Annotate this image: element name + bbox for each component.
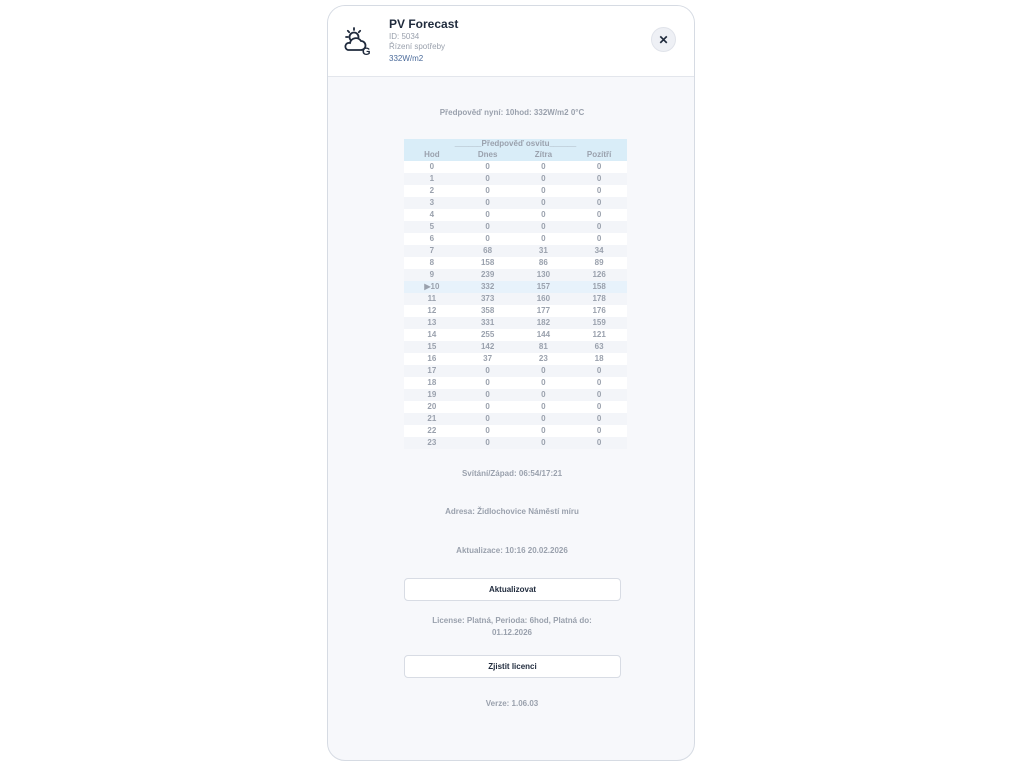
forecast-cell: ▶10 bbox=[424, 282, 440, 291]
column-header: Zítra bbox=[534, 150, 553, 159]
forecast-row bbox=[404, 221, 627, 233]
forecast-cell: 0 bbox=[485, 366, 490, 375]
forecast-cell: 5 bbox=[429, 222, 435, 231]
dialog-header bbox=[328, 6, 694, 77]
forecast-cell: 0 bbox=[596, 414, 602, 423]
forecast-cell: 239 bbox=[480, 270, 495, 279]
forecast-cell: 0 bbox=[596, 186, 602, 195]
forecast-row bbox=[404, 173, 627, 185]
forecast-cell: 0 bbox=[541, 222, 546, 231]
sunrise-sunset-text: Svítání/Západ: 06:54/17:21 bbox=[461, 469, 563, 478]
version-text: Verze: 1.06.03 bbox=[485, 699, 539, 708]
forecast-row bbox=[404, 197, 627, 209]
forecast-cell: 12 bbox=[427, 306, 437, 315]
column-header: Dnes bbox=[477, 150, 498, 159]
forecast-cell: 373 bbox=[480, 294, 495, 303]
forecast-cell: 0 bbox=[596, 426, 602, 435]
forecast-row bbox=[404, 185, 627, 197]
forecast-cell: 0 bbox=[596, 234, 602, 243]
forecast-cell: 0 bbox=[541, 426, 546, 435]
forecast-row bbox=[404, 341, 627, 353]
forecast-cell: 68 bbox=[483, 246, 493, 255]
forecast-cell: 0 bbox=[485, 234, 490, 243]
forecast-row-current bbox=[404, 281, 627, 293]
forecast-row bbox=[404, 377, 627, 389]
forecast-cell: 21 bbox=[427, 414, 437, 423]
forecast-cell: 0 bbox=[485, 402, 490, 411]
forecast-cell: 144 bbox=[536, 330, 551, 339]
forecast-row bbox=[404, 305, 627, 317]
forecast-cell: 332 bbox=[480, 282, 495, 291]
forecast-cell: 0 bbox=[541, 174, 546, 183]
forecast-cell: 14 bbox=[427, 330, 437, 339]
forecast-cell: 157 bbox=[536, 282, 551, 291]
forecast-cell: 2 bbox=[429, 186, 435, 195]
forecast-cell: 3 bbox=[429, 198, 435, 207]
forecast-cell: 0 bbox=[541, 234, 546, 243]
forecast-row bbox=[404, 209, 627, 221]
forecast-row bbox=[404, 389, 627, 401]
svg-text:G: G bbox=[362, 46, 371, 58]
forecast-row bbox=[404, 365, 627, 377]
forecast-cell: 0 bbox=[541, 378, 546, 387]
forecast-cell: 8 bbox=[429, 258, 435, 267]
forecast-cell: 13 bbox=[427, 318, 437, 327]
forecast-cell: 130 bbox=[536, 270, 551, 279]
forecast-row bbox=[404, 329, 627, 341]
forecast-cell: 6 bbox=[429, 234, 435, 243]
forecast-cell: 331 bbox=[480, 318, 495, 327]
address-text: Adresa: Židlochovice Náměstí míru bbox=[445, 507, 579, 516]
license-expiry: 01.12.2026 bbox=[491, 628, 533, 637]
forecast-cell: 23 bbox=[427, 438, 437, 447]
forecast-cell: 358 bbox=[480, 306, 495, 315]
forecast-cell: 0 bbox=[429, 162, 435, 171]
forecast-cell: 0 bbox=[485, 186, 490, 195]
forecast-row bbox=[404, 317, 627, 329]
current-forecast-text: Předpověď nyní: 10hod: 332W/m2 0°C bbox=[439, 108, 585, 117]
forecast-row bbox=[404, 161, 627, 173]
forecast-cell: 17 bbox=[427, 366, 437, 375]
forecast-cell: 178 bbox=[592, 294, 606, 303]
forecast-cell: 19 bbox=[427, 390, 437, 399]
forecast-cell: 0 bbox=[596, 438, 602, 447]
forecast-table-body bbox=[404, 161, 627, 449]
forecast-row bbox=[404, 437, 627, 449]
forecast-cell: 0 bbox=[596, 198, 602, 207]
forecast-cell: 0 bbox=[596, 378, 602, 387]
forecast-cell: 158 bbox=[480, 258, 495, 267]
forecast-cell: 18 bbox=[427, 378, 437, 387]
forecast-cell: 31 bbox=[538, 246, 548, 255]
device-category: Řízení spotřeby bbox=[389, 42, 446, 51]
forecast-cell: 1 bbox=[429, 174, 435, 183]
device-id: ID: 5034 bbox=[389, 32, 420, 41]
forecast-cell: 0 bbox=[596, 210, 602, 219]
forecast-cell: 0 bbox=[485, 222, 490, 231]
forecast-cell: 126 bbox=[592, 270, 606, 279]
forecast-row bbox=[404, 353, 627, 365]
forecast-cell: 160 bbox=[536, 294, 551, 303]
forecast-cell: 0 bbox=[485, 378, 490, 387]
forecast-row bbox=[404, 401, 627, 413]
forecast-cell: 0 bbox=[596, 222, 602, 231]
license-text bbox=[328, 615, 695, 639]
forecast-cell: 0 bbox=[485, 210, 490, 219]
forecast-cell: 0 bbox=[596, 390, 602, 399]
forecast-cell: 176 bbox=[592, 306, 606, 315]
update-button[interactable]: Aktualizovat bbox=[404, 578, 621, 601]
forecast-cell: 255 bbox=[480, 330, 495, 339]
forecast-cell: 7 bbox=[429, 246, 435, 255]
forecast-row bbox=[404, 245, 627, 257]
forecast-cell: 22 bbox=[427, 426, 437, 435]
forecast-cell: 16 bbox=[427, 354, 437, 363]
forecast-cell: 23 bbox=[538, 354, 548, 363]
forecast-row bbox=[404, 257, 627, 269]
forecast-cell: 37 bbox=[483, 354, 493, 363]
forecast-cell: 0 bbox=[541, 402, 546, 411]
weather-cloud-sun-icon bbox=[342, 26, 374, 58]
forecast-cell: 121 bbox=[592, 330, 606, 339]
column-header: Hod bbox=[424, 150, 440, 159]
forecast-cell: 18 bbox=[594, 354, 604, 363]
device-value: 332W/m2 bbox=[389, 54, 424, 63]
last-update-text: Aktualizace: 10:16 20.02.2026 bbox=[456, 546, 568, 555]
forecast-cell: 86 bbox=[538, 258, 548, 267]
forecast-cell: 0 bbox=[541, 210, 546, 219]
forecast-cell: 0 bbox=[485, 438, 490, 447]
forecast-cell: 159 bbox=[592, 318, 606, 327]
forecast-table-title: ______Předpověď osvitu______ bbox=[404, 139, 627, 149]
forecast-table-header bbox=[404, 149, 627, 161]
forecast-cell: 0 bbox=[541, 198, 546, 207]
forecast-cell: 9 bbox=[429, 270, 435, 279]
forecast-cell: 0 bbox=[485, 414, 490, 423]
forecast-cell: 11 bbox=[427, 294, 437, 303]
forecast-cell: 15 bbox=[427, 342, 437, 351]
license-status: License: Platná, Perioda: 6hod, Platná do: bbox=[432, 616, 592, 625]
forecast-cell: 89 bbox=[594, 258, 604, 267]
forecast-row bbox=[404, 269, 627, 281]
forecast-cell: 0 bbox=[485, 198, 490, 207]
close-icon: ✕ bbox=[658, 32, 669, 47]
forecast-cell: 63 bbox=[594, 342, 604, 351]
forecast-cell: 0 bbox=[541, 186, 546, 195]
forecast-cell: 142 bbox=[480, 342, 495, 351]
forecast-cell: 0 bbox=[541, 366, 546, 375]
device-title: PV Forecast bbox=[389, 17, 459, 31]
forecast-cell: 0 bbox=[485, 174, 490, 183]
forecast-row bbox=[404, 425, 627, 437]
forecast-cell: 20 bbox=[427, 402, 437, 411]
close-button[interactable] bbox=[651, 27, 676, 52]
forecast-cell: 0 bbox=[596, 402, 602, 411]
forecast-cell: 0 bbox=[541, 414, 546, 423]
forecast-cell: 158 bbox=[592, 282, 606, 291]
forecast-cell: 0 bbox=[541, 162, 546, 171]
forecast-cell: 0 bbox=[541, 390, 546, 399]
forecast-row bbox=[404, 413, 627, 425]
pv-forecast-dialog bbox=[327, 5, 695, 761]
column-header: Pozítří bbox=[586, 150, 612, 159]
forecast-cell: 4 bbox=[429, 210, 435, 219]
forecast-cell: 0 bbox=[541, 438, 546, 447]
forecast-cell: 0 bbox=[596, 174, 602, 183]
check-license-button[interactable]: Zjistit licenci bbox=[404, 655, 621, 678]
forecast-cell: 0 bbox=[485, 390, 490, 399]
forecast-cell: 182 bbox=[536, 318, 551, 327]
forecast-cell: 81 bbox=[538, 342, 548, 351]
forecast-cell: 0 bbox=[485, 162, 490, 171]
forecast-cell: 177 bbox=[536, 306, 551, 315]
forecast-row bbox=[404, 233, 627, 245]
forecast-cell: 0 bbox=[596, 162, 602, 171]
forecast-row bbox=[404, 293, 627, 305]
forecast-cell: 0 bbox=[485, 426, 490, 435]
forecast-table bbox=[404, 139, 627, 449]
forecast-cell: 0 bbox=[596, 366, 602, 375]
forecast-cell: 34 bbox=[594, 246, 604, 255]
